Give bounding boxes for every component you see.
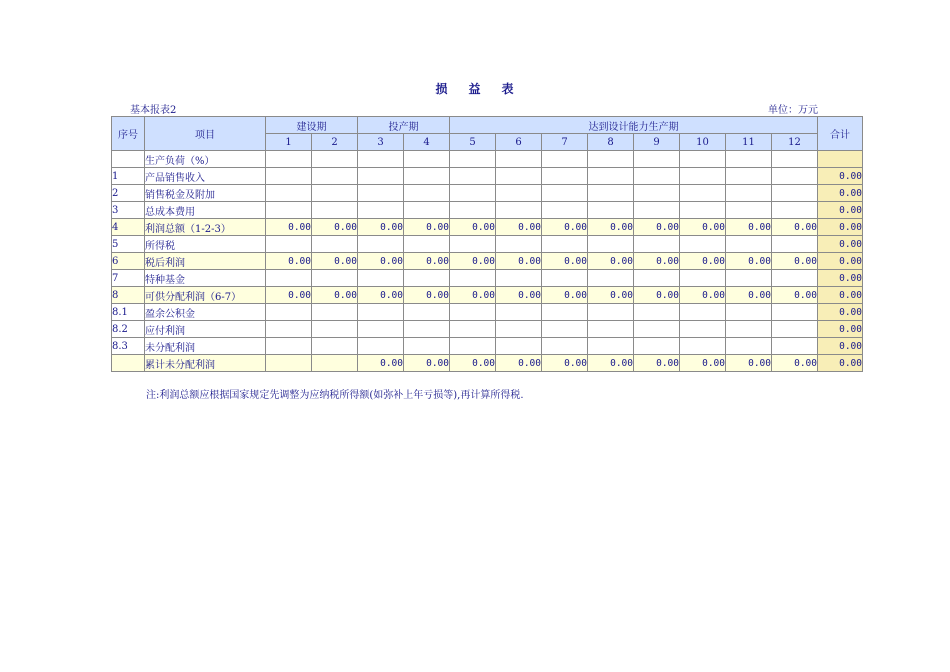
value-cell[interactable]: 0.00 <box>680 219 726 236</box>
row-index-cell[interactable]: 7 <box>112 270 145 287</box>
header-period: 4 <box>404 134 450 151</box>
value-cell[interactable]: 0.00 <box>542 219 588 236</box>
value-cell[interactable] <box>634 185 680 202</box>
table-row <box>112 168 863 185</box>
row-item-cell[interactable]: 所得税 <box>145 236 266 253</box>
header-item: 项目 <box>145 117 266 151</box>
value-cell[interactable] <box>634 168 680 185</box>
value-cell[interactable] <box>312 185 358 202</box>
value-cell[interactable] <box>266 236 312 253</box>
value-cell[interactable] <box>680 236 726 253</box>
value-cell[interactable] <box>312 270 358 287</box>
table-row <box>112 253 863 270</box>
total-cell[interactable]: 0.00 <box>818 338 863 355</box>
value-cell[interactable] <box>588 304 634 321</box>
value-cell[interactable]: 0.00 <box>496 287 542 304</box>
value-cell[interactable] <box>680 185 726 202</box>
value-cell[interactable] <box>450 202 496 219</box>
value-cell[interactable] <box>772 338 818 355</box>
value-cell[interactable] <box>772 270 818 287</box>
table-row <box>112 236 863 253</box>
header-period: 7 <box>542 134 588 151</box>
row-index-cell[interactable]: 2 <box>112 185 145 202</box>
value-cell[interactable] <box>312 338 358 355</box>
value-cell[interactable] <box>450 304 496 321</box>
value-cell[interactable]: 0.00 <box>772 253 818 270</box>
value-cell[interactable] <box>542 270 588 287</box>
value-cell[interactable] <box>404 168 450 185</box>
value-cell[interactable] <box>496 338 542 355</box>
value-cell[interactable] <box>542 168 588 185</box>
row-index-cell[interactable]: 8.3 <box>112 338 145 355</box>
value-cell[interactable]: 0.00 <box>496 253 542 270</box>
value-cell[interactable] <box>266 151 312 168</box>
header-period: 12 <box>772 134 818 151</box>
value-cell[interactable]: 0.00 <box>542 253 588 270</box>
row-index-cell[interactable]: 1 <box>112 168 145 185</box>
value-cell[interactable] <box>634 270 680 287</box>
value-cell[interactable] <box>404 202 450 219</box>
value-cell[interactable]: 0.00 <box>588 219 634 236</box>
value-cell[interactable]: 0.00 <box>450 355 496 372</box>
value-cell[interactable]: 0.00 <box>680 355 726 372</box>
value-cell[interactable]: 0.00 <box>358 355 404 372</box>
value-cell[interactable] <box>588 202 634 219</box>
value-cell[interactable]: 0.00 <box>404 219 450 236</box>
total-cell[interactable]: 0.00 <box>818 321 863 338</box>
table-row <box>112 202 863 219</box>
value-cell[interactable]: 0.00 <box>358 287 404 304</box>
header-period: 1 <box>266 134 312 151</box>
value-cell[interactable] <box>358 321 404 338</box>
value-cell[interactable] <box>542 236 588 253</box>
value-cell[interactable] <box>496 236 542 253</box>
value-cell[interactable]: 0.00 <box>312 253 358 270</box>
value-cell[interactable] <box>404 185 450 202</box>
value-cell[interactable]: 0.00 <box>266 219 312 236</box>
table-row <box>112 338 863 355</box>
value-cell[interactable] <box>634 202 680 219</box>
row-item-cell[interactable]: 税后利润 <box>145 253 266 270</box>
value-cell[interactable] <box>634 304 680 321</box>
unit-label: 单位：万元 <box>768 105 818 116</box>
value-cell[interactable] <box>542 321 588 338</box>
value-cell[interactable] <box>634 236 680 253</box>
value-cell[interactable]: 0.00 <box>266 287 312 304</box>
value-cell[interactable] <box>542 202 588 219</box>
value-cell[interactable] <box>588 151 634 168</box>
value-cell[interactable] <box>496 202 542 219</box>
table-row <box>112 185 863 202</box>
value-cell[interactable] <box>772 168 818 185</box>
value-cell[interactable] <box>496 168 542 185</box>
value-cell[interactable]: 0.00 <box>312 287 358 304</box>
value-cell[interactable]: 0.00 <box>496 355 542 372</box>
value-cell[interactable]: 0.00 <box>726 219 772 236</box>
value-cell[interactable] <box>404 236 450 253</box>
profit-loss-table <box>111 116 863 372</box>
table-row <box>112 151 863 168</box>
total-cell[interactable]: 0.00 <box>818 168 863 185</box>
value-cell[interactable] <box>772 202 818 219</box>
row-item-cell[interactable]: 累计未分配利润 <box>145 355 266 372</box>
row-index-cell[interactable]: 8.1 <box>112 304 145 321</box>
row-item-cell[interactable]: 盈余公积金 <box>145 304 266 321</box>
row-item-cell[interactable]: 利润总额（1-2-3） <box>145 219 266 236</box>
value-cell[interactable]: 0.00 <box>358 253 404 270</box>
value-cell[interactable] <box>680 321 726 338</box>
value-cell[interactable] <box>772 151 818 168</box>
total-cell[interactable]: 0.00 <box>818 287 863 304</box>
value-cell[interactable] <box>542 185 588 202</box>
value-cell[interactable] <box>542 338 588 355</box>
value-cell[interactable] <box>634 151 680 168</box>
row-index-cell[interactable]: 6 <box>112 253 145 270</box>
value-cell[interactable] <box>266 304 312 321</box>
table-row <box>112 287 863 304</box>
header-construction-period: 建设期 <box>266 117 358 134</box>
value-cell[interactable]: 0.00 <box>542 287 588 304</box>
value-cell[interactable]: 0.00 <box>542 355 588 372</box>
value-cell[interactable] <box>772 185 818 202</box>
value-cell[interactable]: 0.00 <box>450 287 496 304</box>
value-cell[interactable] <box>726 202 772 219</box>
row-item-cell[interactable]: 销售税金及附加 <box>145 185 266 202</box>
row-item-cell[interactable]: 未分配利润 <box>145 338 266 355</box>
value-cell[interactable]: 0.00 <box>358 219 404 236</box>
value-cell[interactable] <box>588 338 634 355</box>
header-total: 合计 <box>818 117 863 151</box>
value-cell[interactable]: 0.00 <box>726 253 772 270</box>
total-cell[interactable]: 0.00 <box>818 253 863 270</box>
header-period: 11 <box>726 134 772 151</box>
value-cell[interactable] <box>496 304 542 321</box>
value-cell[interactable] <box>726 338 772 355</box>
header-period: 5 <box>450 134 496 151</box>
table-row <box>112 304 863 321</box>
value-cell[interactable] <box>588 168 634 185</box>
value-cell[interactable] <box>404 321 450 338</box>
row-index-cell[interactable]: 5 <box>112 236 145 253</box>
value-cell[interactable] <box>450 151 496 168</box>
value-cell[interactable] <box>680 270 726 287</box>
value-cell[interactable]: 0.00 <box>634 287 680 304</box>
value-cell[interactable]: 0.00 <box>588 355 634 372</box>
row-index-cell[interactable]: 8.2 <box>112 321 145 338</box>
value-cell[interactable] <box>726 151 772 168</box>
value-cell[interactable] <box>266 202 312 219</box>
value-cell[interactable]: 0.00 <box>450 253 496 270</box>
value-cell[interactable] <box>726 270 772 287</box>
value-cell[interactable]: 0.00 <box>404 355 450 372</box>
table-row <box>112 270 863 287</box>
value-cell[interactable] <box>496 321 542 338</box>
value-cell[interactable] <box>680 202 726 219</box>
value-cell[interactable] <box>358 270 404 287</box>
row-item-cell[interactable]: 生产负荷（%） <box>145 151 266 168</box>
row-index-cell[interactable] <box>112 151 145 168</box>
value-cell[interactable] <box>542 151 588 168</box>
value-cell[interactable] <box>496 270 542 287</box>
total-cell[interactable]: 0.00 <box>818 304 863 321</box>
total-cell[interactable] <box>818 151 863 168</box>
total-cell[interactable]: 0.00 <box>818 355 863 372</box>
header-seq: 序号 <box>112 117 145 151</box>
value-cell[interactable] <box>496 151 542 168</box>
total-cell[interactable]: 0.00 <box>818 236 863 253</box>
value-cell[interactable] <box>450 321 496 338</box>
table-row <box>112 321 863 338</box>
header-period: 8 <box>588 134 634 151</box>
row-item-cell[interactable]: 特种基金 <box>145 270 266 287</box>
row-item-cell[interactable]: 应付利润 <box>145 321 266 338</box>
value-cell[interactable]: 0.00 <box>266 253 312 270</box>
header-period: 6 <box>496 134 542 151</box>
value-cell[interactable] <box>496 185 542 202</box>
value-cell[interactable] <box>358 151 404 168</box>
table-row <box>112 355 863 372</box>
value-cell[interactable] <box>266 338 312 355</box>
table-row <box>112 219 863 236</box>
header-startup-period: 投产期 <box>358 117 450 134</box>
header-design-capacity-period: 达到设计能力生产期 <box>450 117 818 134</box>
value-cell[interactable] <box>772 321 818 338</box>
value-cell[interactable]: 0.00 <box>404 287 450 304</box>
value-cell[interactable] <box>312 168 358 185</box>
value-cell[interactable]: 0.00 <box>634 219 680 236</box>
value-cell[interactable]: 0.00 <box>404 253 450 270</box>
value-cell[interactable] <box>404 151 450 168</box>
value-cell[interactable] <box>404 338 450 355</box>
title-char: 表 <box>501 82 515 96</box>
value-cell[interactable]: 0.00 <box>680 253 726 270</box>
value-cell[interactable]: 0.00 <box>772 355 818 372</box>
value-cell[interactable]: 0.00 <box>496 219 542 236</box>
value-cell[interactable] <box>726 321 772 338</box>
value-cell[interactable] <box>680 151 726 168</box>
value-cell[interactable]: 0.00 <box>588 253 634 270</box>
value-cell[interactable] <box>680 304 726 321</box>
total-cell[interactable]: 0.00 <box>818 185 863 202</box>
value-cell[interactable] <box>450 338 496 355</box>
value-cell[interactable] <box>266 270 312 287</box>
header-period: 9 <box>634 134 680 151</box>
value-cell[interactable] <box>772 304 818 321</box>
value-cell[interactable] <box>726 236 772 253</box>
row-item-cell[interactable]: 总成本费用 <box>145 202 266 219</box>
value-cell[interactable] <box>312 151 358 168</box>
value-cell[interactable] <box>312 236 358 253</box>
value-cell[interactable] <box>634 321 680 338</box>
value-cell[interactable] <box>726 168 772 185</box>
value-cell[interactable] <box>266 321 312 338</box>
value-cell[interactable] <box>358 202 404 219</box>
value-cell[interactable] <box>588 185 634 202</box>
value-cell[interactable] <box>680 168 726 185</box>
value-cell[interactable]: 0.00 <box>726 355 772 372</box>
total-cell[interactable]: 0.00 <box>818 219 863 236</box>
value-cell[interactable]: 0.00 <box>588 287 634 304</box>
value-cell[interactable] <box>266 168 312 185</box>
value-cell[interactable] <box>772 236 818 253</box>
value-cell[interactable] <box>358 236 404 253</box>
value-cell[interactable]: 0.00 <box>772 287 818 304</box>
row-index-cell[interactable]: 3 <box>112 202 145 219</box>
value-cell[interactable]: 0.00 <box>726 287 772 304</box>
value-cell[interactable] <box>588 236 634 253</box>
value-cell[interactable] <box>266 355 312 372</box>
value-cell[interactable]: 0.00 <box>450 219 496 236</box>
value-cell[interactable] <box>542 304 588 321</box>
footnote: 注:利润总额应根据国家规定先调整为应纳税所得额(如弥补上年亏损等),再计算所得税. <box>146 390 524 401</box>
value-cell[interactable] <box>404 270 450 287</box>
value-cell[interactable] <box>358 338 404 355</box>
value-cell[interactable] <box>358 168 404 185</box>
value-cell[interactable]: 0.00 <box>680 287 726 304</box>
sheet-title <box>0 80 950 97</box>
value-cell[interactable] <box>450 270 496 287</box>
total-cell[interactable]: 0.00 <box>818 270 863 287</box>
value-cell[interactable] <box>312 355 358 372</box>
header-period: 3 <box>358 134 404 151</box>
value-cell[interactable] <box>404 304 450 321</box>
value-cell[interactable]: 0.00 <box>634 355 680 372</box>
value-cell[interactable] <box>680 338 726 355</box>
value-cell[interactable] <box>450 168 496 185</box>
row-item-cell[interactable]: 产品销售收入 <box>145 168 266 185</box>
row-index-cell[interactable]: 8 <box>112 287 145 304</box>
value-cell[interactable] <box>588 270 634 287</box>
value-cell[interactable] <box>312 321 358 338</box>
header-period: 10 <box>680 134 726 151</box>
value-cell[interactable] <box>266 185 312 202</box>
value-cell[interactable] <box>450 185 496 202</box>
value-cell[interactable] <box>726 185 772 202</box>
value-cell[interactable] <box>588 321 634 338</box>
value-cell[interactable] <box>358 304 404 321</box>
value-cell[interactable] <box>450 236 496 253</box>
row-index-cell[interactable] <box>112 355 145 372</box>
value-cell[interactable] <box>312 304 358 321</box>
value-cell[interactable]: 0.00 <box>772 219 818 236</box>
value-cell[interactable]: 0.00 <box>312 219 358 236</box>
row-item-cell[interactable]: 可供分配利润（6-7） <box>145 287 266 304</box>
value-cell[interactable] <box>726 304 772 321</box>
title-char: 益 <box>468 82 482 96</box>
value-cell[interactable] <box>634 338 680 355</box>
row-index-cell[interactable]: 4 <box>112 219 145 236</box>
report-number: 基本报表2 <box>130 105 177 116</box>
value-cell[interactable] <box>358 185 404 202</box>
value-cell[interactable] <box>312 202 358 219</box>
header-period: 2 <box>312 134 358 151</box>
value-cell[interactable]: 0.00 <box>634 253 680 270</box>
title-char: 损 <box>435 82 449 96</box>
total-cell[interactable]: 0.00 <box>818 202 863 219</box>
